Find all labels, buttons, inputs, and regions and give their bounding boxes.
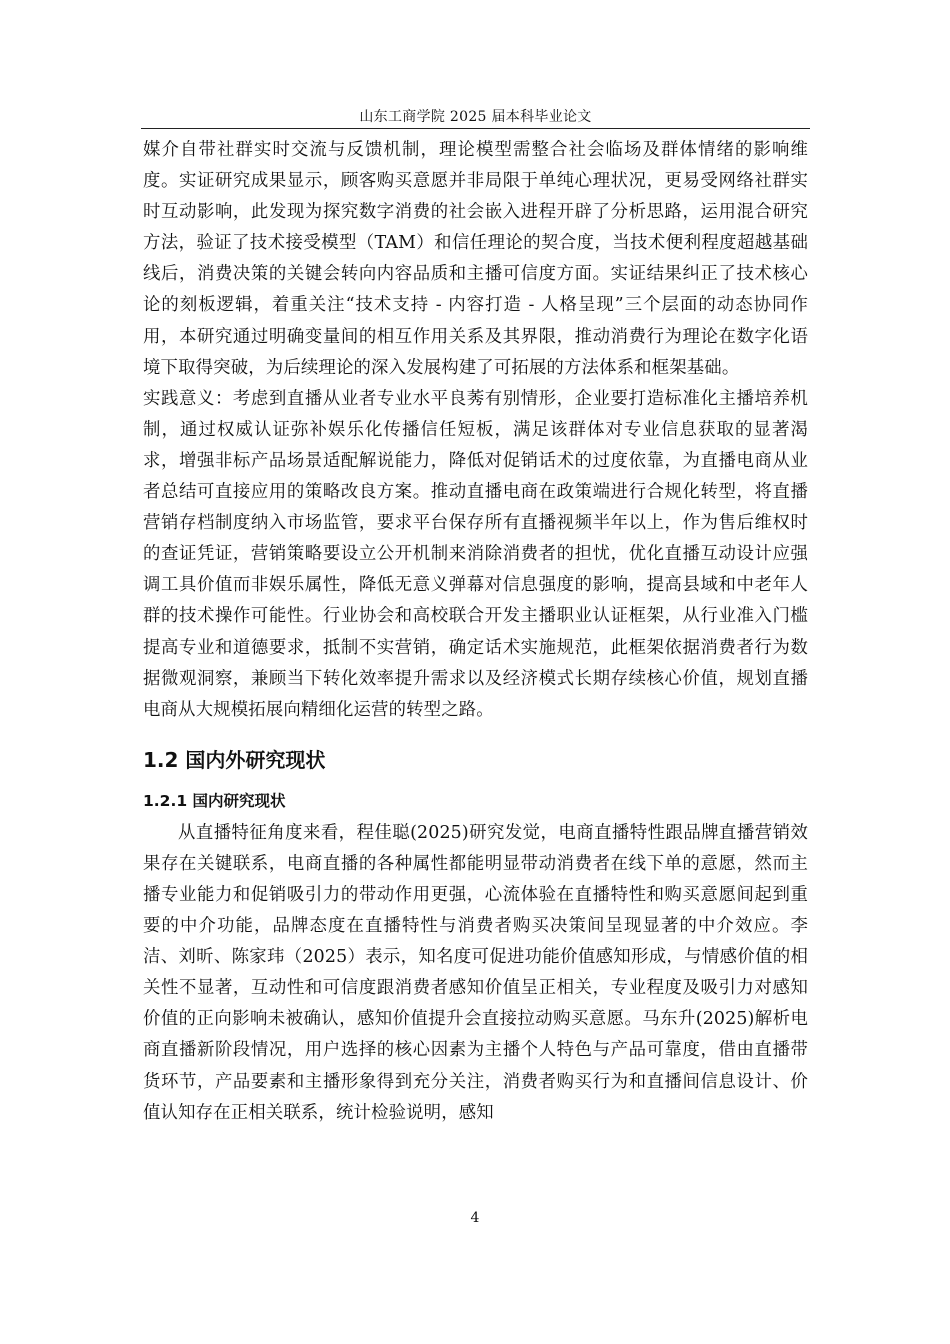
page-header: 山东工商学院 2025 届本科毕业论文 bbox=[359, 109, 592, 125]
paragraph-domestic-research: 从直播特征角度来看，程佳聪(2025)研究发觉，电商直播特性跟品牌直播营销效果存在关键联系，电商直播的各种属性都能明显带动消费者在线下单的意愿，然而主播专业能力和促销吸引力的带动作用更强，心流体验在直播特性和购买意愿间起到重要的中介功能，品牌态度在直播特性与消费者购买决策间呈现显著的中介效应。李洁、刘昕、陈家玮（2025）表示，知名度可促进功能价值感知形成，与情感价值的相关性不显著，互动性和可信度跟消费者感知价值呈正相关，专业程度及吸引力对感知价值的正向影响未被确认，感知价值提升会直接拉动购买意愿。马东升(2025)解析电商直播新阶段情况，用户选择的核心因素为主播个人特色与产品可靠度，借由直播带货环节，产品要素和主播形象得到充分关注，消费者购买行为和直播间信息设计、价值认知存在正相关联系，统计检验说明，感知 bbox=[143, 822, 808, 1123]
subsection-heading: 1.2.1 国内研究现状 bbox=[143, 791, 286, 810]
paragraph-practical-significance: 实践意义：考虑到直播从业者专业水平良莠有别情形，企业要打造标准化主播培养机制，通过权威认证弥补娱乐化传播信任短板，满足该群体对专业信息获取的显著渴求，增强非标产品场景适配解说能力，降低对促销话术的过度依靠，为直播电商从业者总结可直接应用的策略改良方案。推动直播电商在政策端进行合规化转型，将直播营销存档制度纳入市场监管，要求平台保存所有直播视频半年以上，作为售后维权时的查证凭证，营销策略要设立公开机制来消除消费者的担忧，优化直播互动设计应强调工具价值而非娱乐属性，降低无意义弹幕对信息强度的影响，提高县域和中老年人群的技术操作可能性。行业协会和高校联合开发主播职业认证框架，从行业准入门槛提高专业和道德要求，抵制不实营销，确定话术实施规范，此框架依据消费者行为数据微观洞察，兼顾当下转化效率提升需求以及经济模式长期存续核心价值，规划直播电商从大规模拓展向精细化运营的转型之路。 bbox=[143, 388, 808, 720]
header-rule bbox=[141, 128, 810, 129]
page-number: 4 bbox=[470, 1210, 480, 1226]
page-body bbox=[143, 135, 808, 1129]
paragraph-theory-continuation: 媒介自带社群实时交流与反馈机制，理论模型需整合社会临场及群体情绪的影响维度。实证研究成果显示，顾客购买意愿并非局限于单纯心理状况，更易受网络社群实时互动影响，此发现为探究数字消费的社会嵌入进程开辟了分析思路，运用混合研究方法，验证了技术接受模型（TAM）和信任理论的契合度，当技术便利程度超越基础线后，消费决策的关键会转向内容品质和主播可信度方面。实证结果纠正了技术核心论的刻板逻辑，着重关注“技术支持 - 内容打造 - 人格呈现”三个层面的动态协同作用，本研究通过明确变量间的相互作用关系及其界限，推动消费行为理论在数字化语境下取得突破，为后续理论的深入发展构建了可拓展的方法体系和框架基础。 bbox=[143, 140, 808, 378]
section-heading: 1.2 国内外研究现状 bbox=[143, 747, 326, 772]
